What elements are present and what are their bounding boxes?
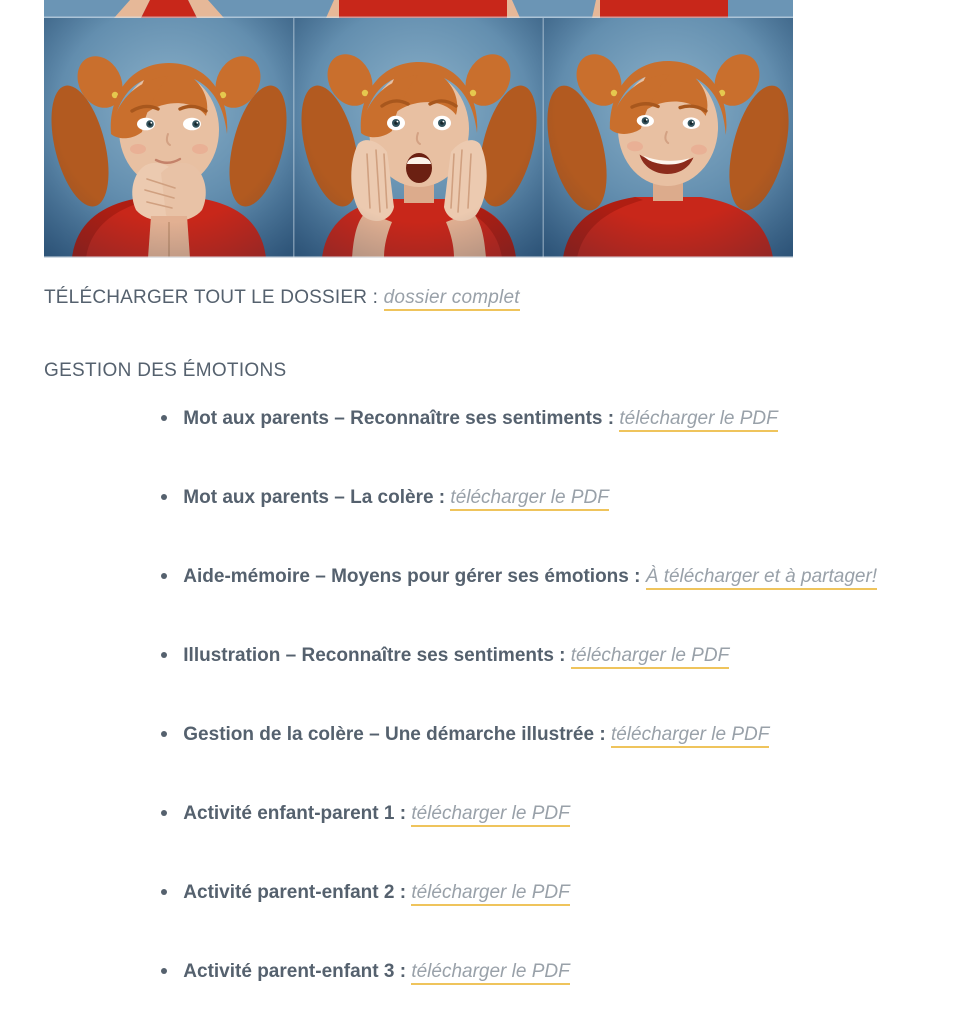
pdf-link[interactable]: télécharger le PDF: [619, 408, 777, 432]
photo-strip-top: [44, 0, 793, 18]
list-item: [161, 723, 978, 746]
emotions-photo-collage: [44, 0, 793, 258]
item-label: Aide-mémoire – Moyens pour gérer ses émotions :: [183, 566, 641, 587]
list-item: [161, 881, 978, 904]
item-label: Activité enfant-parent 1 :: [183, 803, 407, 824]
list-item: [161, 486, 978, 509]
bullet-icon: [161, 415, 167, 421]
list-item: [161, 644, 978, 667]
pdf-link[interactable]: télécharger le PDF: [450, 487, 608, 511]
item-label: Activité parent-enfant 3 :: [183, 961, 407, 982]
download-all-label: TÉLÉCHARGER TOUT LE DOSSIER :: [44, 287, 379, 308]
emotions-photo-collage-graphic: [44, 0, 793, 258]
bullet-icon: [161, 652, 167, 658]
pdf-link[interactable]: télécharger le PDF: [611, 724, 769, 748]
list-item: [161, 407, 978, 430]
pdf-link[interactable]: télécharger le PDF: [411, 803, 569, 827]
pdf-link[interactable]: À télécharger et à partager!: [646, 566, 877, 590]
photo-panel-surprised: [291, 18, 548, 258]
section-title: GESTION DES ÉMOTIONS: [44, 360, 287, 381]
pdf-link[interactable]: télécharger le PDF: [571, 645, 729, 669]
item-label: Mot aux parents – Reconnaître ses sentiments :: [183, 408, 615, 429]
bullet-icon: [161, 810, 167, 816]
item-label: Activité parent-enfant 2 :: [183, 882, 407, 903]
bullet-icon: [161, 968, 167, 974]
pdf-link[interactable]: télécharger le PDF: [411, 882, 569, 906]
list-item: [161, 960, 978, 983]
item-label: Mot aux parents – La colère :: [183, 487, 446, 508]
download-all-line: [44, 287, 978, 309]
item-label: Gestion de la colère – Une démarche illustrée :: [183, 724, 606, 745]
item-label: Illustration – Reconnaître ses sentiments :: [183, 645, 566, 666]
dossier-complet-link[interactable]: dossier complet: [384, 287, 520, 311]
bullet-icon: [161, 573, 167, 579]
photo-panel-shy: [44, 18, 297, 258]
photo-panel-happy: [536, 18, 793, 258]
bullet-icon: [161, 731, 167, 737]
list-item: [161, 565, 978, 588]
pdf-link[interactable]: télécharger le PDF: [411, 961, 569, 985]
list-item: [161, 802, 978, 825]
bullet-icon: [161, 889, 167, 895]
emotions-document-list: [44, 407, 978, 983]
bullet-icon: [161, 494, 167, 500]
